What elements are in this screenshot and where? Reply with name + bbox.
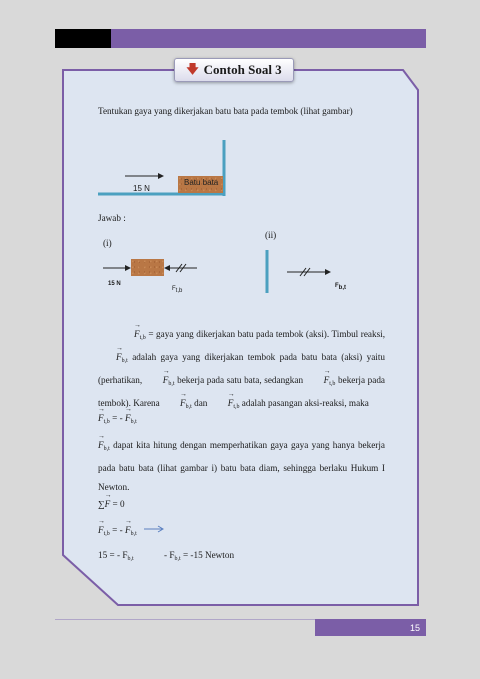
footer-line bbox=[55, 619, 315, 620]
down-arrow-icon: 🡇 bbox=[186, 61, 199, 76]
figure-1-force-label: 15 N bbox=[133, 184, 150, 193]
equation-4-left: 15 = - $F_{b,t}$ bbox=[98, 550, 134, 562]
explanation-paragraph-2: → $F_{b,t}$ dapat kita hitung dengan memperhatikan gaya gaya yang hanya bekerja pada batu bata (lihat gambar i) batu bata diam, sehingga berlaku Hukum I Newton. bbox=[98, 436, 385, 497]
equation-1: → $F_{t,b}$ = - → $F_{b,t}$ bbox=[98, 412, 137, 429]
arrow-right-icon bbox=[143, 524, 165, 534]
page-number: 15 bbox=[315, 619, 426, 636]
figure-2-brick bbox=[131, 259, 164, 276]
figure-2-label-i: (i) bbox=[103, 238, 112, 248]
equation-3: → $F_{t,b}$ = - → $F_{b,t}$ bbox=[98, 524, 137, 541]
figure-2-force-on-brick: Ft,b bbox=[172, 286, 183, 294]
explanation-paragraph-1: → $F_{t,b}$ = gaya yang dikerjakan batu pada tembok (aksi). Timbul reaksi, → $F_{b,t}$ adalah gaya yang dikerjakan tembok pada batu bata (aksi) yaitu (perhatikan, → $F_{b,t}$ bekerja pada satu bata, sedangkan → $F_{t,b}$ bekerja pada tembok). Karena → $F_{b,t}$ dan → $F_{t,b}$ adalah pasangan aksi-reaksi, maka bbox=[98, 325, 385, 417]
equation-2: ∑→ F = 0 bbox=[98, 498, 125, 511]
figure-2-label-ii: (ii) bbox=[265, 230, 277, 240]
question-text: Tentukan gaya yang dikerjakan batu bata pada tembok (lihat gambar) bbox=[98, 106, 353, 116]
answer-label: Jawab : bbox=[98, 213, 126, 223]
figure-2-force-left: 15 N bbox=[108, 281, 121, 287]
figure-1-brick-label: Batu bata bbox=[184, 178, 219, 187]
example-title: Contoh Soal 3 bbox=[203, 62, 282, 77]
figure-2-force-on-wall: Fb,t bbox=[335, 283, 347, 291]
equation-4-right: - $F_{b,t} = -15$ Newton bbox=[164, 550, 235, 562]
